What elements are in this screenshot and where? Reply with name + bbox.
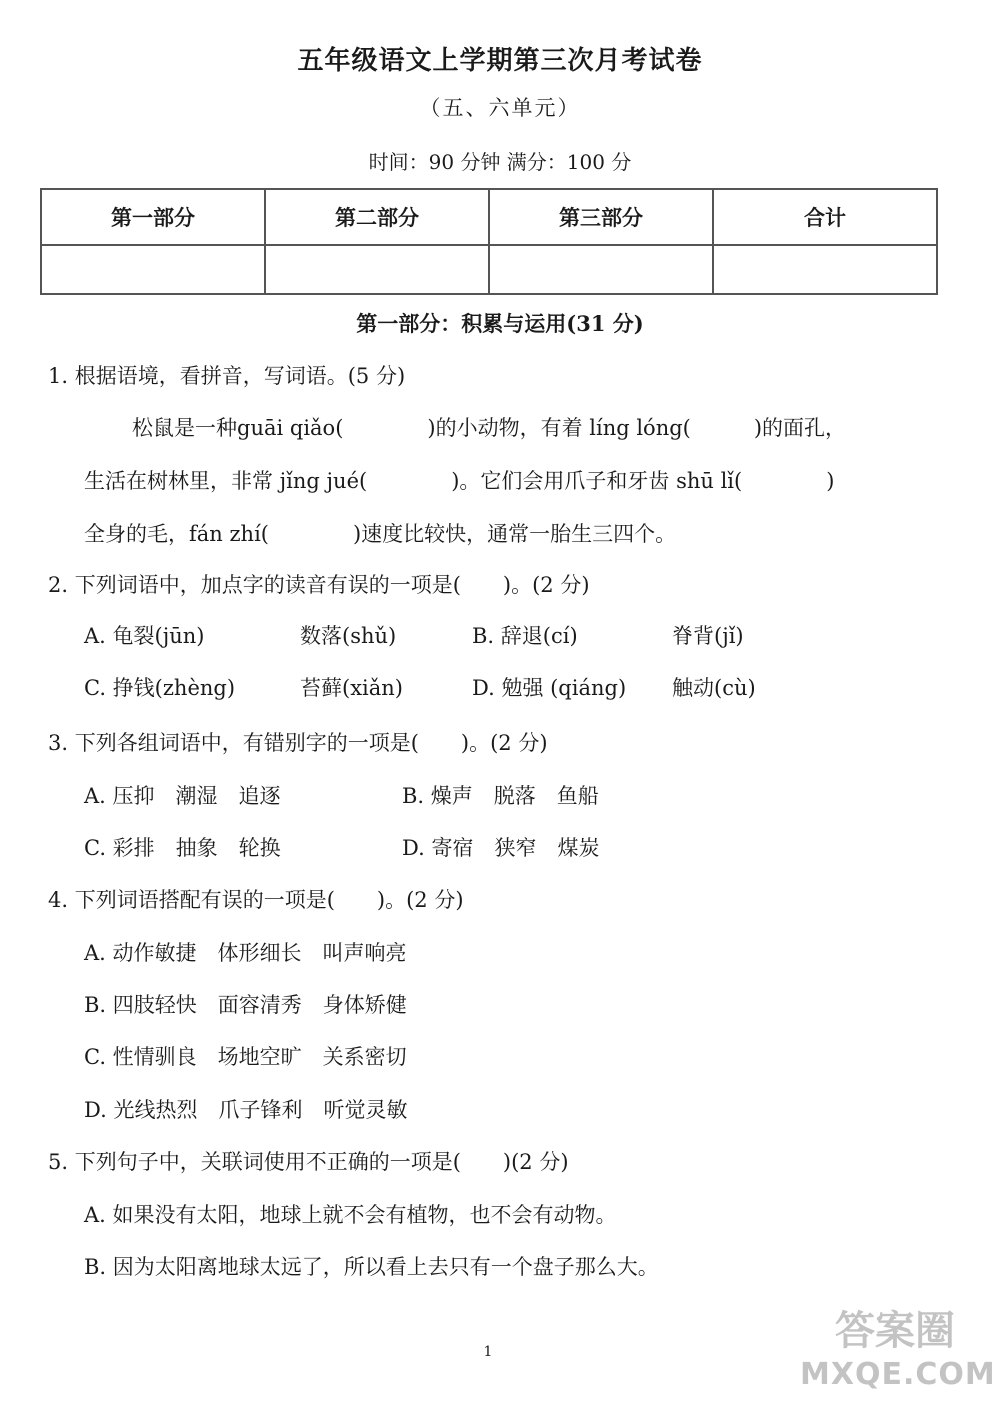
page-number: 1 (483, 1344, 493, 1360)
question-2-option-a1: A. 龟裂(jūn) (84, 624, 205, 648)
score-header-part3: 第三部分 (489, 189, 713, 245)
score-table-blank-row (41, 245, 937, 294)
question-3-stem: 3. 下列各组词语中，有错别字的一项是( )。(2 分) (48, 731, 548, 755)
question-5-option-a: A. 如果没有太阳，地球上就不会有植物，也不会有动物。 (84, 1203, 617, 1227)
section-title: 第一部分：积累与运用(31 分) (356, 311, 644, 336)
score-header-part2: 第二部分 (265, 189, 489, 245)
question-4-option-c: C. 性情驯良 场地空旷 关系密切 (84, 1045, 407, 1069)
question-4-option-b: B. 四肢轻快 面容清秀 身体矫健 (84, 993, 407, 1017)
question-4-stem: 4. 下列词语搭配有误的一项是( )。(2 分) (48, 888, 464, 912)
question-1-stem: 1. 根据语境，看拼音，写词语。(5 分) (48, 364, 406, 388)
question-2-option-d1: D. 勉强 (qiáng) (472, 676, 627, 700)
watermark-text: MXQE.COM (800, 1357, 996, 1392)
watermark-logo: 答案圈 (835, 1308, 955, 1354)
score-cell-part1[interactable] (41, 245, 265, 294)
score-cell-total[interactable] (713, 245, 937, 294)
score-cell-part3[interactable] (489, 245, 713, 294)
question-2-option-c1: C. 挣钱(zhèng) (84, 676, 236, 700)
question-1-line-3: 全身的毛，fán zhí( )速度比较快，通常一胎生三四个。 (84, 522, 677, 546)
exam-subtitle: （五、六单元） (419, 96, 581, 120)
question-1-line-1: 松鼠是一种guāi qiǎo( )的小动物，有着 líng lóng( )的面孔， (132, 416, 847, 440)
question-5-option-b: B. 因为太阳离地球太远了，所以看上去只有一个盘子那么大。 (84, 1255, 659, 1279)
question-4-option-a: A. 动作敏捷 体形细长 叫声响亮 (84, 941, 407, 965)
question-5-stem: 5. 下列句子中，关联词使用不正确的一项是( )(2 分) (48, 1150, 569, 1174)
question-2-option-b1: B. 辞退(cí) (472, 624, 578, 648)
score-cell-part2[interactable] (265, 245, 489, 294)
question-2-option-d2: 触动(cù) (672, 676, 756, 700)
question-2-option-a2: 数落(shǔ) (300, 624, 397, 648)
question-3-option-c: C. 彩排 抽象 轮换 (84, 836, 281, 860)
score-table-header-row (41, 189, 937, 245)
exam-title: 五年级语文上学期第三次月考试卷 (297, 46, 703, 76)
question-2-option-c2: 苔藓(xiǎn) (300, 676, 403, 700)
question-2-stem: 2. 下列词语中，加点字的读音有误的一项是( )。(2 分) (48, 573, 590, 597)
question-2-option-b2: 脊背(jǐ) (672, 624, 744, 648)
score-header-total: 合计 (713, 189, 937, 245)
question-4-option-d: D. 光线热烈 爪子锋利 听觉灵敏 (84, 1098, 408, 1122)
score-table (40, 188, 938, 295)
score-header-part1: 第一部分 (41, 189, 265, 245)
exam-meta: 时间：90 分钟 满分：100 分 (368, 150, 632, 174)
question-3-option-a: A. 压抑 潮湿 追逐 (84, 784, 281, 808)
question-3-option-d: D. 寄宿 狭窄 煤炭 (402, 836, 600, 860)
watermark (800, 1305, 996, 1400)
question-1-line-2: 生活在树林里，非常 jǐng jué( )。它们会用爪子和牙齿 shū lǐ( ) (84, 469, 835, 493)
question-3-option-b: B. 燥声 脱落 鱼船 (402, 784, 599, 808)
